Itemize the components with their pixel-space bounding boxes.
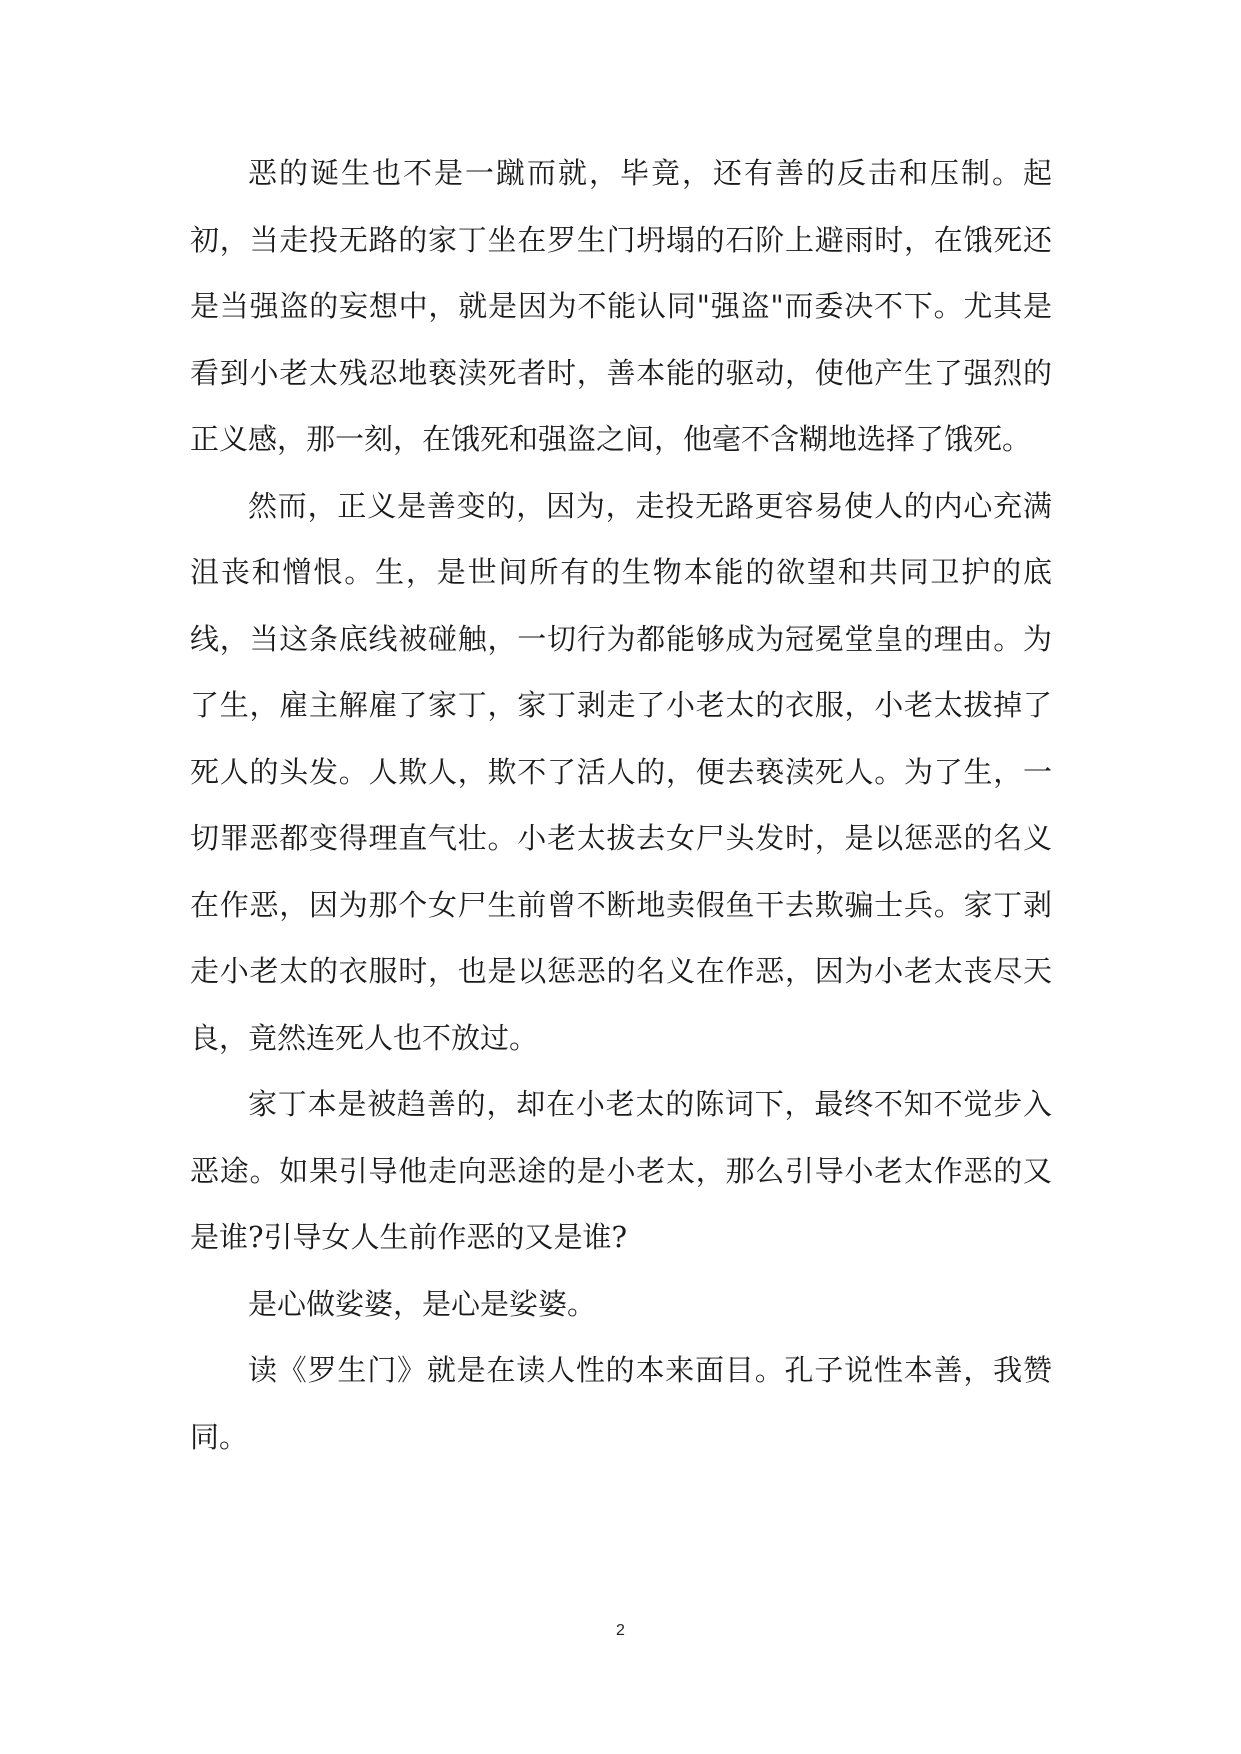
- paragraph-2: 然而，正义是善变的，因为，走投无路更容易使人的内心充满沮丧和憎恨。生，是世间所有的生物本能的欲望和共同卫护的底线，当这条底线被碰触，一切行为都能够成为冠冕堂皇的理由。为了生，雇主解雇了家丁，家丁剥走了小老太的衣服，小老太拔掉了死人的头发。人欺人，欺不了活人的，便去亵渎死人。为了生，一切罪恶都变得理直气壮。小老太拔去女尸头发时，是以惩恶的名义在作恶，因为那个女尸生前曾不断地卖假鱼干去欺骗士兵。家丁剥走小老太的衣服时，也是以惩恶的名义在作恶，因为小老太丧尽天良，竟然连死人也不放过。: [190, 488, 1052, 1055]
- page-number: 2: [616, 1622, 625, 1639]
- paragraph-3: 家丁本是被趋善的，却在小老太的陈词下，最终不知不觉步入恶途。如果引导他走向恶途的是小老太，那么引导小老太作恶的又是谁?引导女人生前作恶的又是谁?: [190, 1087, 1052, 1254]
- paragraph-4: 是心做娑婆，是心是娑婆。: [248, 1286, 597, 1321]
- body-text: [190, 140, 1052, 1470]
- paragraph-1: 恶的诞生也不是一蹴而就，毕竟，还有善的反击和压制。起初，当走投无路的家丁坐在罗生门坍塌的石阶上避雨时，在饿死还是当强盗的妄想中，就是因为不能认同"强盗"而委决不下。尤其是看到小老太残忍地亵渎死者时，善本能的驱动，使他产生了强烈的正义感，那一刻，在饿死和强盗之间，他毫不含糊地选择了饿死。: [190, 156, 1052, 456]
- paragraph-5: 读《罗生门》就是在读人性的本来面目。孔子说性本善，我赞同。: [190, 1353, 1052, 1454]
